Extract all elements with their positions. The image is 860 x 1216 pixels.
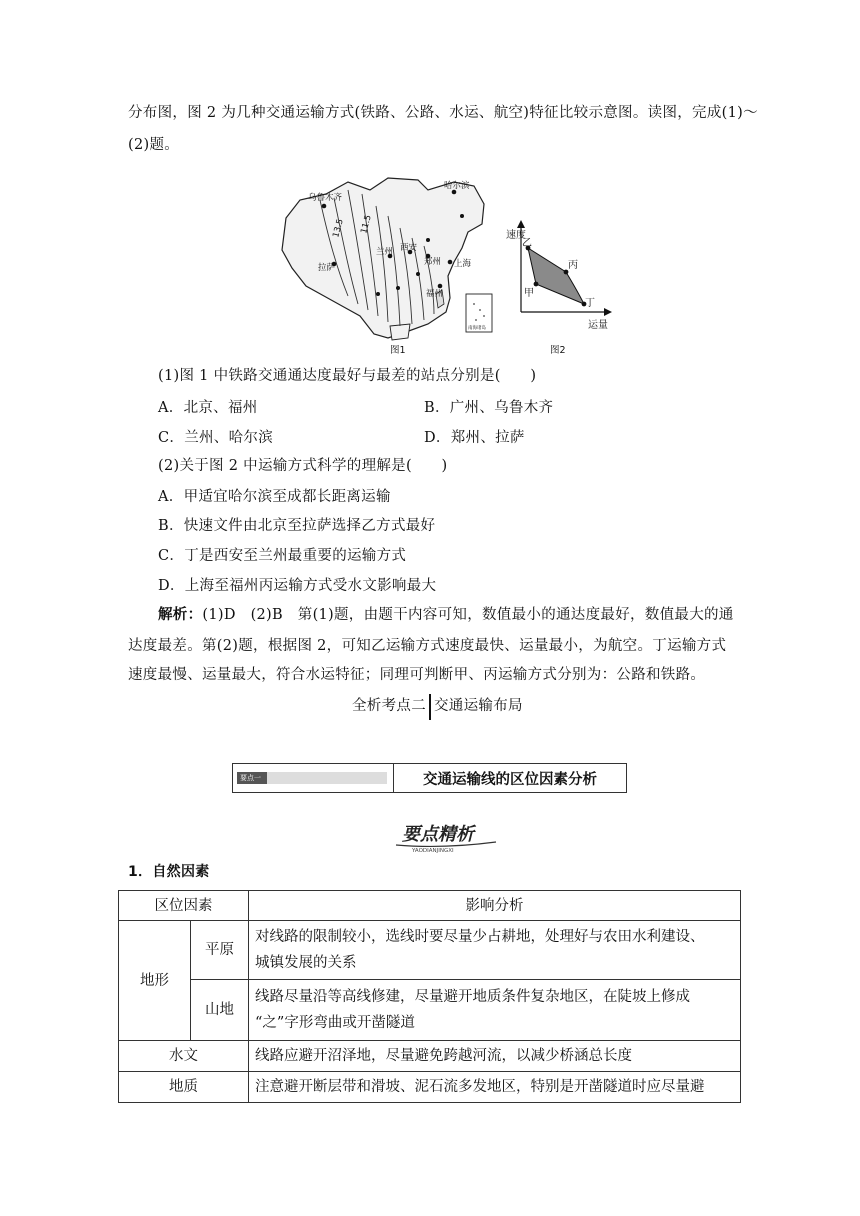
analysis-line-3: 速度最慢、运量最大，符合水运特征；同理可判断甲、丙运输方式分别为：公路和铁路。: [128, 667, 706, 683]
question-2-stem: (2)关于图 2 中运输方式科学的理解是( ): [158, 458, 448, 474]
fig2-x-axis-label: 运量: [588, 320, 608, 331]
analysis-text-1: (1)D (2)B 第(1)题，由题干内容可知，数值最小的通达度最好，数值最大的通: [202, 607, 734, 623]
figure-2-diagram: [506, 220, 612, 356]
key-point-heading-title: 要点精析: [402, 824, 474, 845]
question-1-option-d: D．郑州、拉萨: [424, 430, 525, 446]
contour-label-1: 13.5: [331, 217, 346, 239]
intro-line-1: 分布图，图 2 为几种交通运输方式(铁路、公路、水运、航空)特征比较示意图。读图，完成(1)～: [128, 105, 758, 121]
analysis-line-2: 达度最差。第(2)题，根据图 2，可知乙运输方式速度最快、运量最小，为航空。丁运输方式: [128, 638, 727, 654]
inset-label: 南海诸岛: [468, 326, 486, 331]
table-cell-geology: 地质: [119, 1072, 249, 1103]
question-2-option-b: B．快速文件由北京至拉萨选择乙方式最好: [158, 518, 436, 534]
map-label-harbin: 哈尔滨: [444, 181, 470, 191]
table-cell-hydro: 水文: [119, 1041, 249, 1072]
table-head-effect: 影响分析: [249, 891, 741, 921]
question-2-option-d: D．上海至福州丙运输方式受水文影响最大: [158, 578, 437, 594]
key-point-heading-pinyin: YAODIANJINGXI: [412, 848, 454, 854]
mountain-effect-line-1: 线路尽量沿等高线修建，尽量避开地质条件复杂地区，在陡坡上修成: [255, 989, 690, 1005]
question-1-option-a: A．北京、福州: [158, 400, 258, 416]
question-2-option-a: A．甲适宜哈尔滨至成都长距离运输: [158, 489, 391, 505]
table-cell-terrain: 地形: [119, 921, 191, 1041]
map-label-shanghai: 上海: [454, 259, 472, 269]
map-label-lhasa: 拉萨: [318, 263, 336, 273]
analysis-line-1: [158, 605, 734, 625]
map-label-xian: 西安: [400, 243, 418, 253]
key-point-heading-graphic: [392, 820, 502, 854]
figure-1-caption: 图1: [390, 345, 406, 356]
question-2-option-c: C．丁是西安至兰州最重要的运输方式: [158, 548, 407, 564]
question-1-option-b: B．广州、乌鲁木齐: [424, 400, 554, 416]
plain-effect-line-2: 城镇发展的关系: [255, 955, 357, 971]
analysis-label: 解析：: [158, 607, 203, 623]
table-cell-hydro-effect: 线路应避开沼泽地，尽量避免跨越河流，以减少桥涵总长度: [249, 1041, 741, 1072]
plain-effect-line-1: 对线路的限制较小，选线时要尽量少占耕地，处理好与农田水利建设、: [255, 929, 705, 945]
map-label-fuzhou: 福州: [426, 289, 444, 299]
table-cell-geology-effect: 注意避开断层带和滑坡、泥石流多发地区，特别是开凿隧道时应尽量避: [249, 1072, 741, 1103]
table-cell-mountain: 山地: [191, 980, 249, 1041]
fig2-point-ding: 丁: [585, 298, 595, 309]
key-point-box-divider: [393, 764, 394, 792]
table-row: [119, 921, 741, 980]
question-1-option-c: C．兰州、哈尔滨: [158, 430, 273, 446]
table-cell-plain-effect: [249, 921, 741, 980]
key-point-tag-label: 要点一: [240, 774, 261, 782]
fig2-point-bing: 丙: [568, 260, 578, 271]
question-1-stem: (1)图 1 中铁路交通通达度最好与最差的站点分别是( ): [158, 368, 537, 384]
table-row: [119, 1041, 741, 1072]
table-row: [119, 1072, 741, 1103]
section-title-left: 全析考点二: [352, 698, 426, 714]
figure-1-map: [282, 178, 492, 356]
key-point-box-title: 交通运输线的区位因素分析: [423, 772, 597, 788]
section-title: [352, 694, 542, 720]
key-point-tag: [237, 772, 387, 784]
map-label-zhengzhou: 郑州: [424, 257, 442, 267]
figures: [278, 176, 628, 358]
contour-label-2: 11.5: [359, 213, 374, 235]
table-row: [119, 980, 741, 1041]
south-sea-inset: [466, 294, 492, 332]
section-title-right: 交通运输布局: [434, 698, 523, 714]
natural-factors-title: 1．自然因素: [128, 864, 210, 880]
fig2-point-yi: 乙: [522, 238, 532, 249]
table-cell-mountain-effect: [249, 980, 741, 1041]
table-head-factor: 区位因素: [119, 891, 249, 921]
section-title-divider: [429, 694, 431, 720]
map-label-lanzhou: 兰州: [376, 247, 394, 257]
figure-2-caption: 图2: [550, 345, 566, 356]
fig2-y-axis-label: 速度: [506, 230, 526, 241]
key-point-heading: [392, 820, 502, 854]
map-label-urumqi: 乌鲁木齐: [308, 193, 343, 203]
natural-factors-table: [118, 890, 741, 1103]
intro-line-2: (2)题。: [128, 137, 180, 153]
fig2-point-jia: 甲: [524, 288, 534, 299]
table-row: [119, 891, 741, 921]
key-point-box: [232, 763, 627, 793]
table-cell-plain: 平原: [191, 921, 249, 980]
mountain-effect-line-2: “之”字形弯曲或开凿隧道: [255, 1015, 415, 1031]
